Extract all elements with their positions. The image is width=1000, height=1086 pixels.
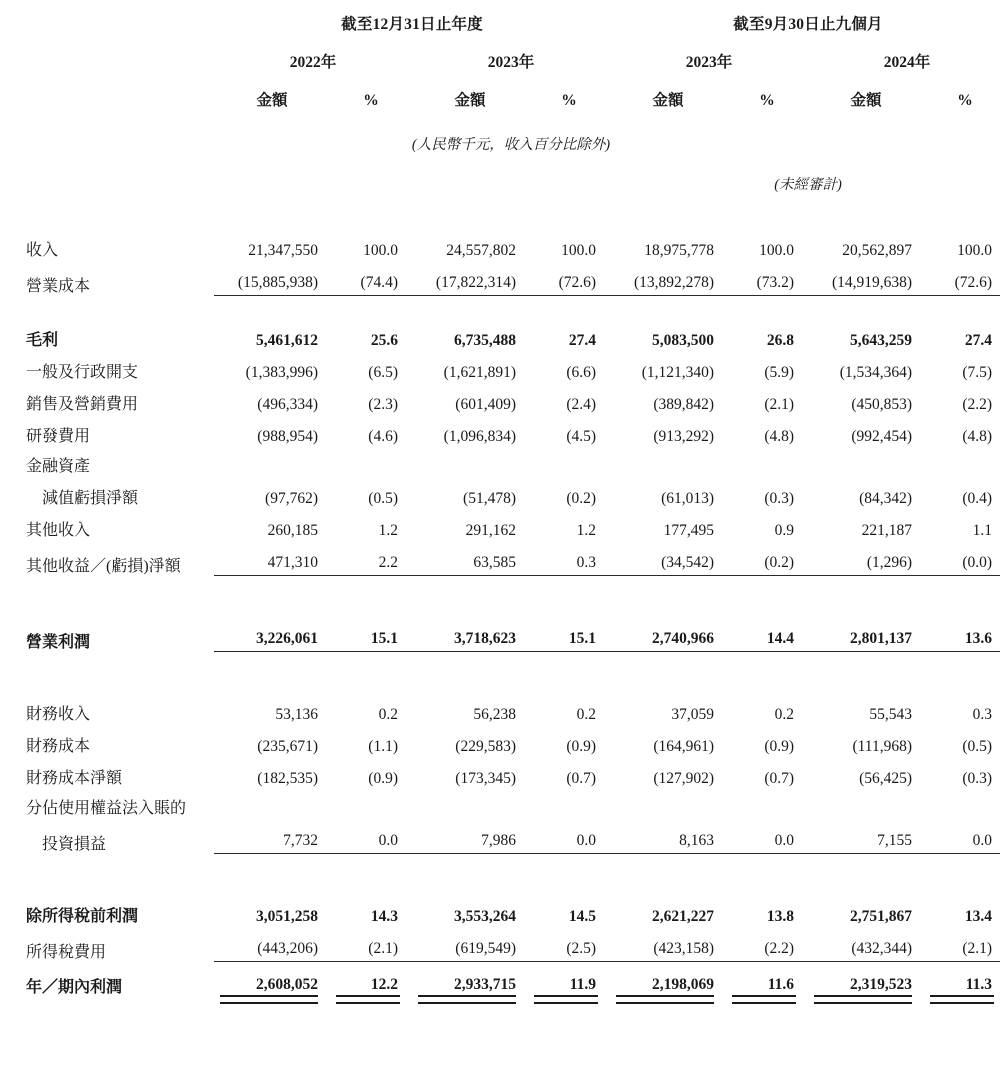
row-label: 年／期內利潤 (26, 979, 123, 996)
cell-value: (496,334) (257, 396, 318, 413)
row-label: 其他收入 (26, 522, 91, 539)
cell-value: 7,986 (412, 818, 528, 854)
cell-value: (72.6) (924, 260, 1000, 296)
cell-value: 100.0 (561, 242, 597, 259)
cell-value: (0.3) (764, 490, 795, 507)
cell-value: 53,136 (275, 706, 318, 723)
cell-value: (2.1) (924, 926, 1000, 962)
cell-value: (0.9) (368, 770, 398, 787)
cell-value: 15.1 (330, 616, 412, 652)
row-label: 財務收入 (26, 706, 91, 723)
cell-value: (4.8) (962, 428, 993, 445)
cell-value: 3,051,258 (256, 908, 318, 925)
row-label: 毛利 (26, 332, 59, 349)
cell-value: (423,158) (610, 926, 726, 962)
spacer-row (0, 576, 1000, 617)
cell-value: 3,553,264 (454, 908, 516, 925)
cell-value: 24,557,802 (446, 242, 516, 259)
cell-value: 7,155 (808, 818, 924, 854)
header-year-2023-nine-months: 2023年 (685, 54, 733, 71)
cell-value: 5,083,500 (652, 332, 715, 349)
cell-value: (74.4) (330, 260, 412, 296)
cell-value: 177,495 (663, 522, 715, 539)
table-row (0, 818, 1000, 854)
cell-value: 291,162 (465, 522, 516, 539)
cell-value: (1.1) (368, 738, 398, 755)
cell-value: (0.9) (764, 738, 795, 755)
cell-value: 7,732 (214, 818, 330, 854)
cell-value: (2.1) (330, 926, 412, 962)
cell-value: (988,954) (257, 428, 318, 445)
cell-value: 37,059 (671, 706, 715, 723)
cell-value: 8,163 (610, 818, 726, 854)
header-amount-2023-annual: 金額 (454, 92, 486, 109)
cell-value: 14.4 (726, 616, 808, 652)
cell-value: (1,534,364) (839, 364, 913, 381)
cell-value: (992,454) (851, 428, 913, 445)
cell-value: 0.0 (330, 818, 412, 854)
cell-value: (4.5) (566, 428, 597, 445)
cell-value: (13,892,278) (610, 260, 726, 296)
cell-value: 100.0 (759, 242, 795, 259)
cell-value: 0.0 (528, 818, 610, 854)
cell-value: 14.5 (568, 908, 597, 925)
header-year-2023-annual: 2023年 (487, 54, 535, 71)
table-row (0, 382, 1000, 414)
cell-value: 1.2 (378, 522, 398, 539)
header-year-2024-nine-months: 2024年 (883, 54, 931, 71)
cell-value: (72.6) (528, 260, 610, 296)
cell-value: 56,238 (473, 706, 516, 723)
cell-value: 100.0 (363, 242, 398, 259)
cell-value: (229,583) (455, 738, 516, 755)
cell-value: (0.2) (726, 540, 808, 576)
header-amount-2022: 金額 (256, 92, 288, 109)
header-percent-2024-nine-months: % (957, 92, 973, 109)
table-row (0, 788, 1000, 818)
cell-value: 2,933,715 (412, 962, 528, 998)
cell-value: (111,968) (852, 738, 913, 755)
cell-value: 2.2 (330, 540, 412, 576)
cell-value: 260,185 (267, 522, 318, 539)
cell-value: 11.3 (924, 962, 1000, 998)
cell-value: (61,013) (661, 490, 715, 507)
header-subcolumn-row (0, 78, 1000, 114)
cell-value: 0.2 (576, 706, 597, 723)
row-label: 收入 (26, 242, 59, 259)
cell-value: 221,187 (861, 522, 913, 539)
cell-value: 1.2 (576, 522, 597, 539)
cell-value: 0.0 (726, 818, 808, 854)
spacer-row (0, 296, 1000, 319)
cell-value: (432,344) (808, 926, 924, 962)
cell-value: 21,347,550 (248, 242, 318, 259)
cell-value: (173,345) (455, 770, 516, 787)
cell-value: (450,853) (851, 396, 913, 413)
cell-value: 13.8 (766, 908, 795, 925)
cell-value: 2,751,867 (850, 908, 913, 925)
header-year-row (0, 40, 1000, 78)
header-group-nine-months: 截至9月30日止九個月 (733, 16, 883, 33)
cell-value: 63,585 (412, 540, 528, 576)
cell-value: 2,608,052 (214, 962, 330, 998)
header-percent-2023-nine-months: % (759, 92, 775, 109)
cell-value: 1.1 (972, 522, 993, 539)
cell-value: (235,671) (257, 738, 318, 755)
audit-note-row (0, 154, 1000, 194)
cell-value: 13.4 (964, 908, 993, 925)
table-row (0, 724, 1000, 756)
cell-value: (2.4) (566, 396, 597, 413)
cell-value: (2.2) (962, 396, 993, 413)
spacer-row (0, 854, 1000, 895)
cell-value: 6,735,488 (454, 332, 516, 349)
row-label: 除所得稅前利潤 (26, 908, 139, 925)
table-row (0, 228, 1000, 260)
table-row (0, 692, 1000, 724)
cell-value: (7.5) (962, 364, 993, 381)
table-row (0, 540, 1000, 576)
cell-value: (34,542) (610, 540, 726, 576)
cell-value: (0.5) (368, 490, 398, 507)
header-group-row (0, 0, 1000, 40)
unit-note-row (0, 114, 1000, 154)
cell-value: (0.7) (764, 770, 795, 787)
row-label: 財務成本 (26, 738, 91, 755)
cell-value: 3,226,061 (214, 616, 330, 652)
table-row (0, 414, 1000, 446)
cell-value: (601,409) (455, 396, 516, 413)
header-group-annual: 截至12月31日止年度 (341, 16, 483, 33)
cell-value: 2,319,523 (808, 962, 924, 998)
cell-value: (4.6) (368, 428, 398, 445)
cell-value: 26.8 (766, 332, 795, 349)
header-percent-2022: % (363, 92, 379, 109)
header-percent-2023-annual: % (561, 92, 577, 109)
cell-value: 25.6 (370, 332, 398, 349)
cell-value: 0.9 (774, 522, 795, 539)
cell-value: 2,740,966 (610, 616, 726, 652)
cell-value: (2.3) (368, 396, 398, 413)
cell-value: (6.5) (368, 364, 398, 381)
cell-value: 2,198,069 (610, 962, 726, 998)
cell-value: (164,961) (653, 738, 715, 755)
cell-value: 100.0 (957, 242, 993, 259)
cell-value: (1,383,996) (245, 364, 318, 381)
cell-value: 0.3 (972, 706, 993, 723)
row-label: 所得稅費用 (26, 943, 107, 961)
cell-value: 0.2 (774, 706, 795, 723)
row-label: 一般及行政開支 (26, 364, 139, 381)
cell-value: 11.9 (528, 962, 610, 998)
cell-value: (1,121,340) (641, 364, 715, 381)
header-spacer (0, 114, 214, 154)
cell-value: (51,478) (463, 490, 516, 507)
cell-value: (0.4) (962, 490, 993, 507)
cell-value: 5,461,612 (256, 332, 318, 349)
table-row (0, 318, 1000, 350)
cell-value: (182,535) (257, 770, 318, 787)
cell-value: (2.2) (726, 926, 808, 962)
cell-value: (73.2) (726, 260, 808, 296)
cell-value: 0.2 (378, 706, 398, 723)
header-spacer (0, 154, 610, 194)
cell-value: (0.2) (566, 490, 597, 507)
cell-value: 27.4 (964, 332, 993, 349)
cell-value: (0.5) (962, 738, 993, 755)
cell-value: (14,919,638) (808, 260, 924, 296)
row-label: 財務成本淨額 (26, 770, 123, 787)
table-row (0, 446, 1000, 476)
table-row (0, 962, 1000, 998)
cell-value: (2.5) (528, 926, 610, 962)
cell-value: (0.0) (924, 540, 1000, 576)
spacer-row (0, 652, 1000, 693)
header-amount-2024-nine-months: 金額 (850, 92, 882, 109)
cell-value: 5,643,259 (850, 332, 913, 349)
header-year-2022: 2022年 (289, 54, 337, 71)
cell-value: 27.4 (568, 332, 597, 349)
cell-value: (0.3) (962, 770, 993, 787)
cell-value: (1,296) (808, 540, 924, 576)
header-spacer (0, 0, 214, 40)
cell-value: (2.1) (764, 396, 795, 413)
cell-value: 2,621,227 (652, 908, 715, 925)
cell-value: (84,342) (859, 490, 913, 507)
cell-value: (127,902) (653, 770, 715, 787)
row-label: 減值虧損淨額 (42, 490, 139, 507)
cell-value: (443,206) (214, 926, 330, 962)
table-row (0, 350, 1000, 382)
header-amount-2023-nine-months: 金額 (652, 92, 684, 109)
header-spacer (0, 78, 214, 114)
table-row (0, 926, 1000, 962)
table-row (0, 476, 1000, 508)
cell-value: 55,543 (869, 706, 913, 723)
cell-value: 3,718,623 (412, 616, 528, 652)
cell-value (214, 446, 1000, 476)
row-label: 金融資產 (26, 458, 91, 475)
cell-value: (1,621,891) (443, 364, 516, 381)
table-row (0, 508, 1000, 540)
cell-value: (0.9) (566, 738, 597, 755)
cell-value: (389,842) (653, 396, 715, 413)
currency-unit-note: (人民幣千元，收入百分比除外) (411, 137, 611, 153)
header-spacer (808, 114, 1000, 154)
cell-value: 11.6 (726, 962, 808, 998)
row-label: 營業利潤 (26, 633, 91, 651)
cell-value: (5.9) (764, 364, 795, 381)
cell-value: 0.3 (528, 540, 610, 576)
table-row (0, 616, 1000, 652)
row-label: 銷售及營銷費用 (26, 396, 139, 413)
table-row (0, 756, 1000, 788)
cell-value: 471,310 (214, 540, 330, 576)
spacer-row (0, 194, 1000, 228)
row-label: 投資損益 (42, 835, 107, 853)
row-label: 營業成本 (26, 277, 91, 295)
cell-value: (619,549) (412, 926, 528, 962)
cell-value: 20,562,897 (842, 242, 913, 259)
cell-value: (15,885,938) (214, 260, 330, 296)
row-label: 其他收益／(虧損)淨額 (26, 557, 181, 575)
cell-value: 14.3 (370, 908, 398, 925)
cell-value: 18,975,778 (644, 242, 715, 259)
cell-value: 0.0 (924, 818, 1000, 854)
table-row (0, 260, 1000, 296)
cell-value: (4.8) (764, 428, 795, 445)
cell-value: (913,292) (653, 428, 715, 445)
row-label: 分佔使用權益法入賬的 (26, 800, 187, 817)
cell-value: (56,425) (859, 770, 913, 787)
cell-value: 13.6 (924, 616, 1000, 652)
cell-value: 2,801,137 (808, 616, 924, 652)
cell-value: (0.7) (566, 770, 597, 787)
cell-value: (6.6) (566, 364, 597, 381)
cell-value: 15.1 (528, 616, 610, 652)
cell-value: 12.2 (330, 962, 412, 998)
unaudited-note: (未經審計) (774, 177, 842, 193)
table-row (0, 894, 1000, 926)
cell-value: (17,822,314) (412, 260, 528, 296)
cell-value: (97,762) (265, 490, 318, 507)
cell-value (214, 788, 1000, 818)
header-spacer (0, 40, 214, 78)
row-label: 研發費用 (26, 428, 91, 445)
cell-value: (1,096,834) (443, 428, 516, 445)
